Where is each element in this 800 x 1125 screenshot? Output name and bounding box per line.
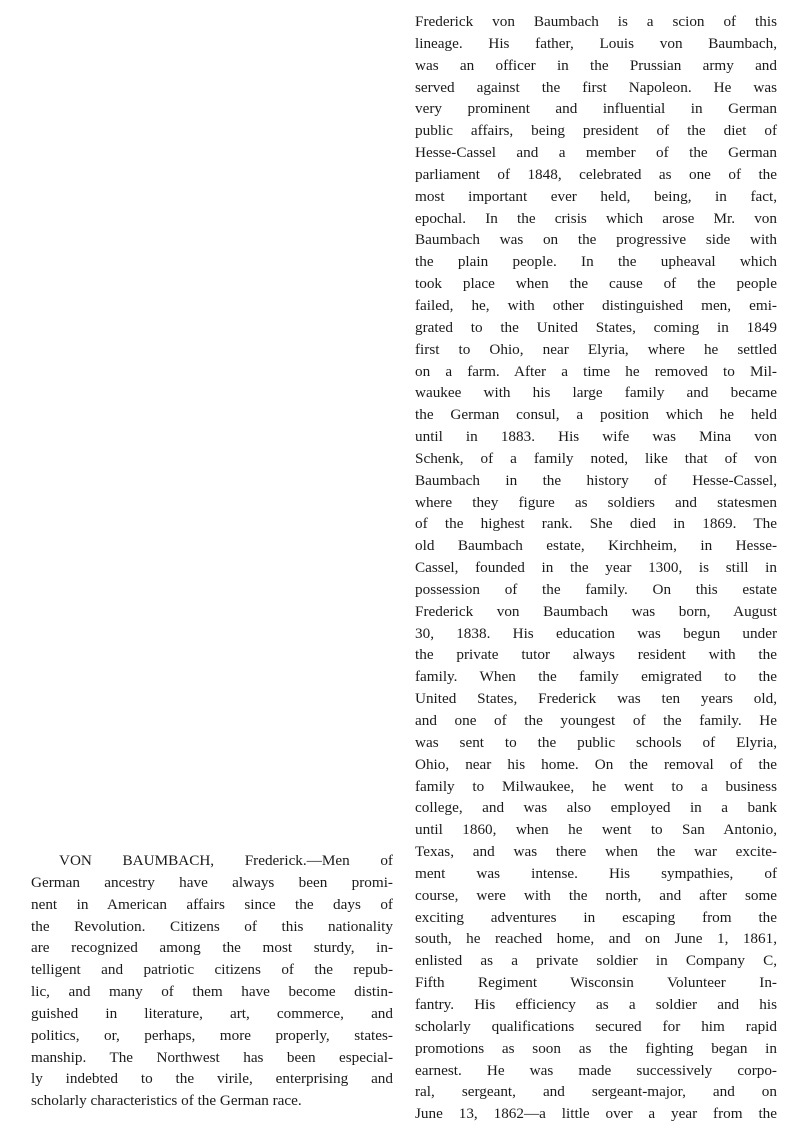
text-line: ment was intense. His sympathies, of xyxy=(415,864,777,882)
text-line: scholarly qualifications secured for him rapid xyxy=(415,1017,777,1035)
text-line: grated to the United States, coming in 1849 xyxy=(415,318,777,336)
text-line: Hesse-Cassel and a member of the German xyxy=(415,144,777,162)
text-line: possession of the family. On this estate xyxy=(415,580,777,598)
text-line: guished in literature, art, commerce, and xyxy=(31,1004,393,1022)
text-line: lineage. His father, Louis von Baumbach, xyxy=(415,34,777,52)
text-line: ral, sergeant, and sergeant-major, and on xyxy=(415,1083,777,1101)
text-line: family to Milwaukee, he went to a business xyxy=(415,777,777,795)
text-line: parliament of 1848, celebrated as one of the xyxy=(415,165,777,183)
text-line: until 1860, when he went to San Antonio, xyxy=(415,821,777,839)
text-line: fantry. His efficiency as a soldier and his xyxy=(415,995,777,1013)
text-line: ly indebted to the virile, enterprising and xyxy=(31,1070,393,1088)
text-line: family. When the family emigrated to the xyxy=(415,668,777,686)
text-line: epochal. In the crisis which arose Mr. von xyxy=(415,209,777,227)
text-line: manship. The Northwest has been especial- xyxy=(31,1048,393,1066)
text-line: south, he reached home, and on June 1, 1861, xyxy=(415,930,777,948)
text-line: and one of the youngest of the family. He xyxy=(415,712,777,729)
text-line: on a farm. After a time he removed to Mil- xyxy=(415,362,777,380)
text-line: Baumbach in the history of Hesse-Cassel, xyxy=(415,471,777,489)
text-line: Schenk, of a family noted, like that of von xyxy=(415,449,777,467)
text-line: Frederick von Baumbach is a scion of this xyxy=(415,13,777,30)
text-line: took place when the cause of the people xyxy=(415,275,777,293)
text-line: old Baumbach estate, Kirchheim, in Hesse- xyxy=(415,537,777,555)
text-line: politics, or, perhaps, more properly, states- xyxy=(31,1026,393,1044)
text-line: earnest. He was made successively corpo- xyxy=(415,1061,777,1079)
text-line: nent in American affairs since the days of xyxy=(31,895,393,913)
text-line: exciting adventures in escaping from the xyxy=(415,908,777,926)
text-line: June 13, 1862—a little over a year from the xyxy=(415,1105,777,1123)
text-line: Ohio, near his home. On the removal of the xyxy=(415,755,777,773)
text-line: lic, and many of them have become distin- xyxy=(31,983,393,1001)
text-line: the private tutor always resident with the xyxy=(415,646,777,664)
text-line: 30, 1838. His education was begun under xyxy=(415,624,777,642)
text-line: the German consul, a position which he held xyxy=(415,406,777,424)
text-line: very prominent and influential in German xyxy=(415,100,777,118)
text-line: was an officer in the Prussian army and xyxy=(415,56,777,74)
text-line: college, and was also employed in a bank xyxy=(415,799,777,817)
text-line: where they figure as soldiers and statesmen xyxy=(415,493,777,511)
text-line: enlisted as a private soldier in Company C, xyxy=(415,952,777,970)
text-line: the plain people. In the upheaval which xyxy=(415,253,777,271)
text-line: Texas, and was there when the war excite- xyxy=(415,843,777,861)
text-line: telligent and patriotic citizens of the repub- xyxy=(31,961,393,979)
text-line: Fifth Regiment Wisconsin Volunteer In- xyxy=(415,974,777,992)
text-line: public affairs, being president of the diet of xyxy=(415,122,777,140)
text-line: course, were with the north, and after some xyxy=(415,886,777,904)
text-line: promotions as soon as the fighting began in xyxy=(415,1039,777,1057)
text-line: until in 1883. His wife was Mina von xyxy=(415,428,777,446)
text-line: the Revolution. Citizens of this nationality xyxy=(31,917,393,935)
text-line: United States, Frederick was ten years old, xyxy=(415,690,777,708)
text-line: failed, he, with other distinguished men, emi- xyxy=(415,296,777,314)
text-line: Frederick von Baumbach was born, August xyxy=(415,602,777,620)
text-line: German ancestry have always been promi- xyxy=(31,873,393,891)
text-line: waukee with his large family and became xyxy=(415,384,777,402)
text-line: was sent to the public schools of Elyria, xyxy=(415,733,777,751)
text-line: Cassel, founded in the year 1300, is still in xyxy=(415,559,777,577)
text-line: of the highest rank. She died in 1869. The xyxy=(415,515,777,533)
text-line: served against the first Napoleon. He was xyxy=(415,78,777,96)
text-line: first to Ohio, near Elyria, where he settled xyxy=(415,340,777,358)
text-line: most important ever held, being, in fact, xyxy=(415,187,777,205)
right-column xyxy=(415,11,777,1125)
text-line: Baumbach was on the progressive side with xyxy=(415,231,777,249)
left-column xyxy=(31,850,393,1112)
text-line: VON BAUMBACH, Frederick.—Men of xyxy=(59,852,393,869)
text-line: scholarly characteristics of the German race. xyxy=(31,1092,302,1110)
text-line: are recognized among the most sturdy, in- xyxy=(31,939,393,957)
